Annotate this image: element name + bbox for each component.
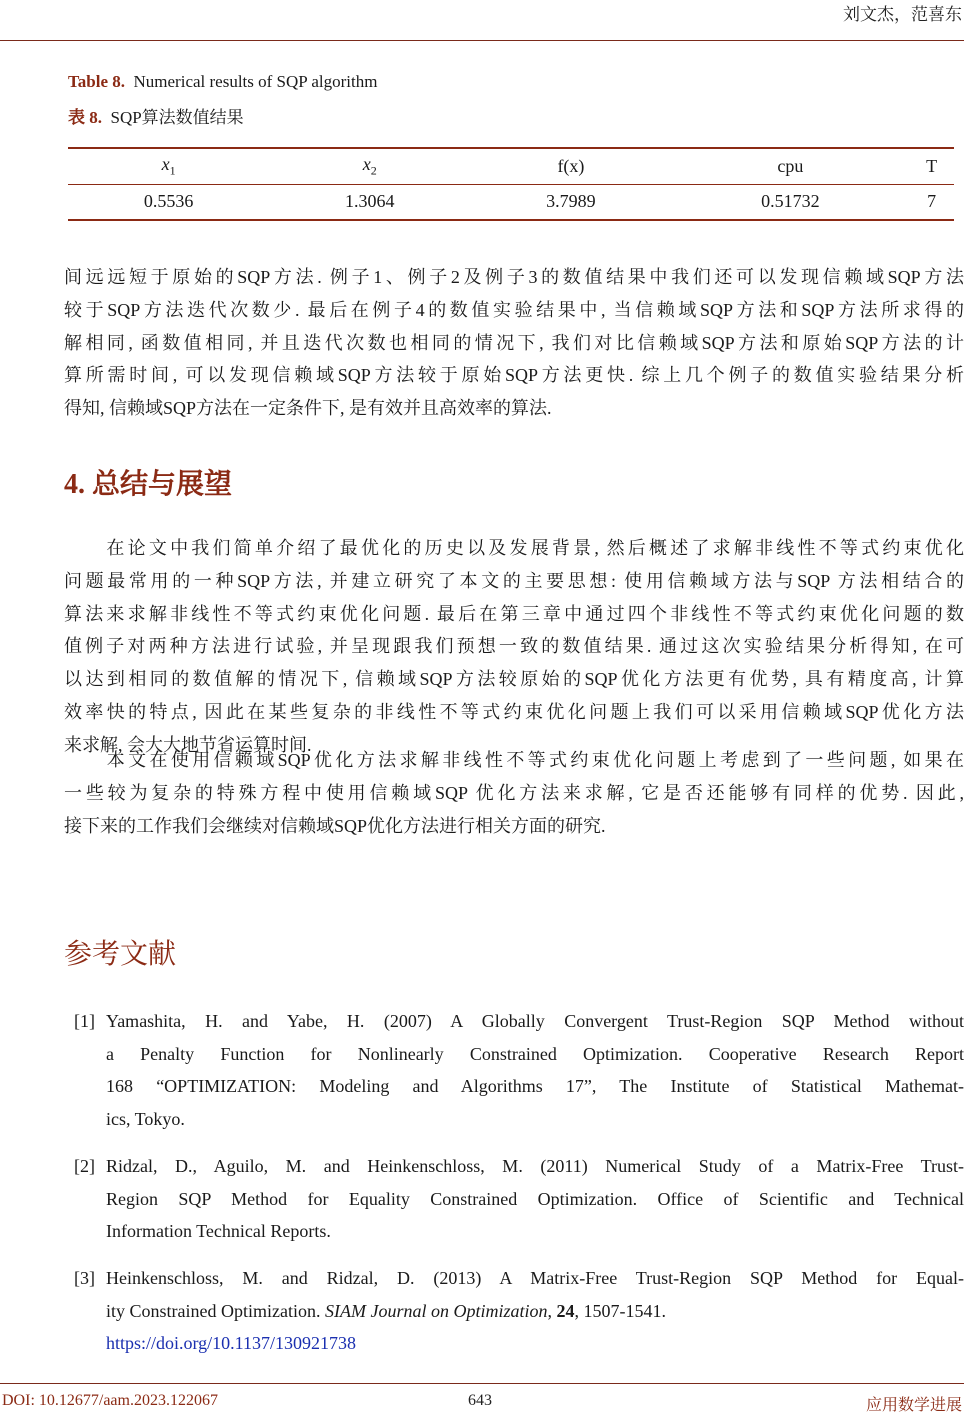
section-4-heading: 4. 总结与展望 — [64, 469, 233, 500]
footer-page-number: 643 — [468, 1392, 492, 1409]
reference-line: a Penalty Function for Nonlinearly Constrained Optimization. Cooperative Research Report — [106, 1043, 964, 1064]
col-header-x2: $x_2$ — [362, 153, 377, 178]
paragraph-results-discussion — [64, 261, 964, 425]
text-line: 值例子对两种方法进行试验, 并呈现跟我们预想一致的数值结果. 通过这次实验结果分析得知, 在可 — [64, 636, 964, 657]
cell-fx: 3.7989 — [546, 191, 596, 212]
text-line: 解相同, 函数值相同, 并且迭代次数也相同的情况下, 我们对比信赖域SQP方法和原始SQP方法的计 — [64, 332, 964, 353]
text-line: 在论文中我们简单介绍了最优化的历史以及发展背景, 然后概述了求解非线性不等式约束优化 — [64, 538, 964, 558]
doi-link[interactable]: https://doi.org/10.1137/130921738 — [106, 1333, 357, 1354]
table-caption-en-label: Table 8. — [68, 72, 126, 91]
header-rule — [0, 40, 964, 41]
references-heading: 参考文献 — [64, 939, 177, 970]
table-caption-zh-text: SQP算法数值结果 — [110, 108, 244, 127]
col-header-t: T — [926, 155, 938, 176]
cell-cpu: 0.51732 — [761, 191, 820, 212]
cell-t: 7 — [927, 191, 937, 212]
table-row — [68, 184, 954, 220]
text-line: 算法来求解非线性不等式约束优化问题. 最后在第三章中通过四个非线性不等式约束优化问题的数 — [64, 603, 964, 624]
text-line: 接下来的工作我们会继续对信赖域SQP优化方法进行相关方面的研究. — [64, 815, 606, 836]
footer-journal: 应用数学进展 — [865, 1397, 962, 1414]
reference-line: Ridzal, D., Aguilo, M. and Heinkenschloss, M. (2011) Numerical Study of a Matrix-Free Trust- — [106, 1156, 964, 1176]
text-line: 算所需时间, 可以发现信赖域SQP方法较于原始SQP方法更快. 综上几个例子的数值实验结果分析 — [64, 365, 964, 386]
table-caption-zh-label: 表 8. — [68, 108, 102, 127]
reference-line-doi — [106, 1327, 964, 1360]
text-line: 一些较为复杂的特殊方程中使用信赖域SQP 优化方法来求解, 它是否还能够有同样的优势. 因此, — [64, 782, 964, 803]
journal-pages: , 1507-1541. — [574, 1300, 666, 1321]
col-header-x1: $x_1$ — [161, 153, 176, 178]
reference-line: 168 “OPTIMIZATION: Modeling and Algorithms 17”, The Institute of Statistical Mathemat- — [106, 1076, 964, 1097]
reference-line: Heinkenschloss, M. and Ridzal, D. (2013) A Matrix-Free Trust-Region SQP Method for Equal- — [106, 1268, 964, 1288]
journal-name: SIAM Journal on Optimization — [324, 1300, 548, 1321]
reference-number: [3] — [74, 1268, 95, 1288]
reference-line: Information Technical Reports. — [106, 1221, 331, 1242]
cell-x2: 1.3064 — [345, 191, 395, 212]
footer-doi: DOI: 10.12677/aam.2023.122067 — [2, 1392, 218, 1409]
reference-number: [2] — [74, 1156, 95, 1176]
reference-text: ity Constrained Optimization. — [106, 1300, 325, 1321]
text-line: 本文在使用信赖域SQP优化方法求解非线性不等式约束优化问题上考虑到了一些问题, 如果在 — [64, 750, 964, 770]
table-header-row — [68, 148, 954, 184]
paragraph-outlook — [64, 744, 964, 842]
text-line: 问题最常用的一种SQP方法, 并建立研究了本文的主要思想: 使用信赖域方法与SQP 方法相结合的 — [64, 570, 964, 591]
table-caption-en — [68, 72, 377, 92]
reference-separator: , — [547, 1300, 557, 1321]
reference-line: ics, Tokyo. — [106, 1108, 185, 1129]
running-header-authors: 刘文杰，范喜东 — [843, 5, 962, 24]
reference-line: Region SQP Method for Equality Constrained Optimization. Office of Scientific and Technical — [106, 1188, 964, 1209]
paragraph-summary — [64, 532, 964, 762]
results-table — [68, 147, 954, 221]
col-header-fx: f(x) — [557, 155, 585, 176]
text-line: 来求解, 会大大地节省运算时间. — [64, 734, 312, 755]
table-caption-en-text: Numerical results of SQP algorithm — [133, 72, 378, 91]
journal-volume: 24 — [556, 1300, 575, 1321]
text-line: 效率快的特点, 因此在某些复杂的非线性不等式约束优化问题上我们可以采用信赖域SQP优化方法 — [64, 701, 964, 722]
reference-line-journal — [106, 1295, 964, 1328]
text-line: 以达到相同的数值解的情况下, 信赖域SQP方法较原始的SQP优化方法更有优势, 具有精度高, 计算 — [64, 669, 964, 690]
text-line: 间远远短于原始的SQP方法. 例子1、例子2及例子3的数值结果中我们还可以发现信赖域SQP方法 — [64, 267, 964, 287]
col-header-cpu: cpu — [777, 155, 804, 176]
reference-line: Yamashita, H. and Yabe, H. (2007) A Globally Convergent Trust-Region SQP Method without — [106, 1011, 964, 1031]
text-line: 较于SQP方法迭代次数少. 最后在例子4的数值实验结果中, 当信赖域SQP方法和SQP方法所求得的 — [64, 299, 964, 320]
cell-x1: 0.5536 — [143, 191, 194, 212]
reference-number: [1] — [74, 1011, 95, 1031]
text-line: 得知, 信赖域SQP方法在一定条件下, 是有效并且高效率的算法. — [64, 398, 552, 419]
table-caption-zh — [68, 103, 244, 128]
footer-rule — [0, 1383, 964, 1384]
